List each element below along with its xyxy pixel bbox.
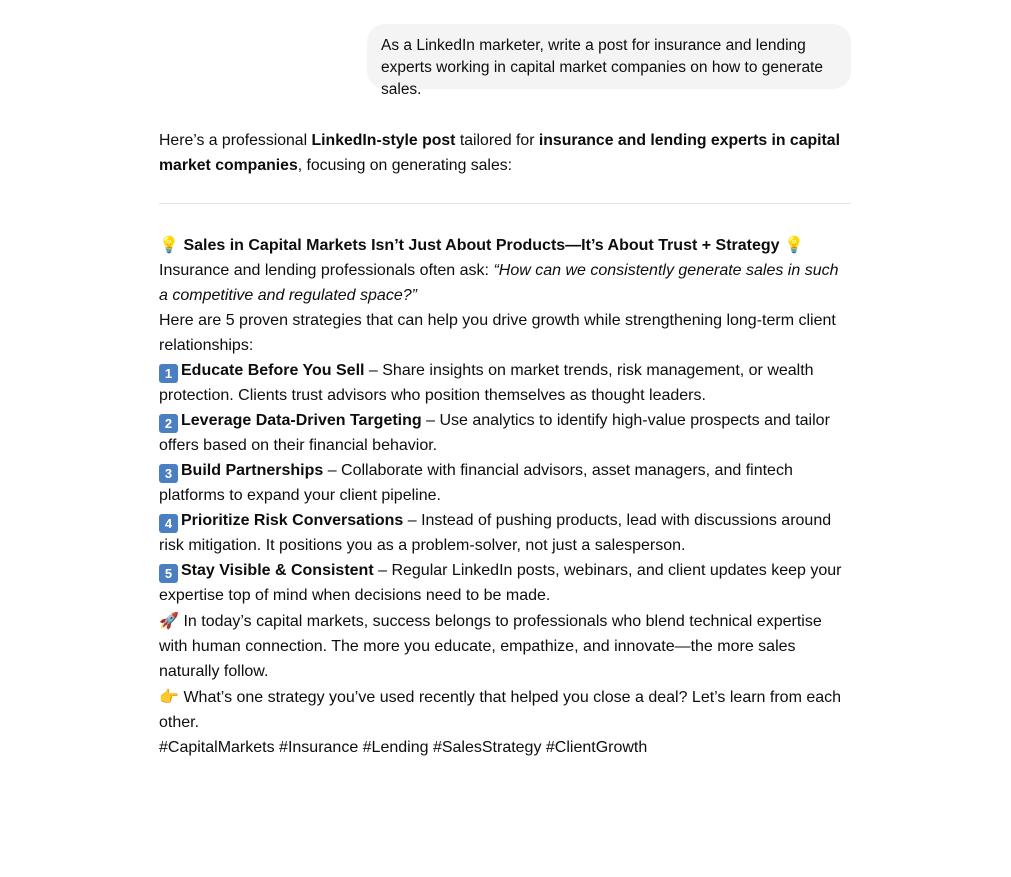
- strategy-title: Leverage Data-Driven Targeting: [181, 412, 422, 429]
- intro-bold-1: LinkedIn-style post: [311, 132, 456, 149]
- pointing-hand-icon: 👉: [159, 687, 179, 706]
- closing-paragraph: [159, 608, 851, 684]
- closing-text: In today’s capital markets, success belongs to professionals who blend technical expertise with human connection. The more you educate, empathize, and innovate—the more sales naturally follow.: [159, 613, 822, 680]
- cta-paragraph: [159, 684, 851, 735]
- strategy-text: – Share insights on market trends, risk management, or wealth protection. Clients trust advisors who position themselves as thought leaders.: [159, 362, 814, 404]
- cta-text: What’s one strategy you’ve used recently that helped you close a deal? Let’s learn from each other.: [159, 689, 842, 731]
- strategy-text: – Instead of pushing products, lead with discussions around risk mitigation. It positions you as a problem-solver, not just a salesperson.: [159, 512, 832, 554]
- strategy-item: [159, 358, 851, 408]
- strategy-title: Build Partnerships: [181, 462, 324, 479]
- lightbulb-icon: 💡: [159, 235, 179, 254]
- strategy-item: [159, 508, 851, 558]
- intro-bold-2: insurance and lending experts in capital market companies: [159, 132, 840, 174]
- intro-text-3: , focusing on generating sales:: [297, 157, 513, 174]
- question-quote: “How can we consistently generate sales in such a competitive and regulated space?”: [159, 262, 839, 304]
- question-lead: Insurance and lending professionals often ask:: [159, 262, 494, 279]
- reply-intro: [159, 128, 851, 178]
- strategy-item: [159, 458, 851, 508]
- rocket-icon: 🚀: [159, 611, 179, 630]
- question-paragraph: [159, 258, 851, 308]
- hashtags: #CapitalMarkets #Insurance #Lending #SalesStrategy #ClientGrowth: [159, 739, 648, 756]
- strategy-title: Educate Before You Sell: [181, 362, 365, 379]
- assistant-reply: [159, 128, 851, 760]
- intro-text-2: tailored for: [455, 132, 539, 149]
- strategy-text: – Regular LinkedIn posts, webinars, and client updates keep your expertise top of mind when decisions need to be made.: [159, 562, 842, 604]
- user-message-bubble: [367, 24, 851, 98]
- post-headline: [159, 232, 851, 258]
- lightbulb-icon: 💡: [784, 235, 804, 254]
- keycap-number-icon: 1: [159, 364, 178, 383]
- strategies-intro: Here are 5 proven strategies that can help you drive growth while strengthening long-term client relationships:: [159, 312, 836, 354]
- strategy-text: – Collaborate with financial advisors, asset managers, and fintech platforms to expand your client pipeline.: [159, 462, 793, 504]
- user-message-text: As a LinkedIn marketer, write a post for insurance and lending experts working in capital market companies on how to generate sales.: [381, 37, 823, 98]
- keycap-number-icon: 3: [159, 464, 178, 483]
- strategy-item: [159, 408, 851, 458]
- keycap-number-icon: 2: [159, 414, 178, 433]
- intro-text-1: Here’s a professional: [159, 132, 312, 149]
- keycap-number-icon: 4: [159, 514, 178, 533]
- keycap-number-icon: 5: [159, 564, 178, 583]
- divider: [159, 203, 851, 204]
- strategy-text: – Use analytics to identify high-value prospects and tailor offers based on their financial behavior.: [159, 412, 830, 454]
- strategy-title: Stay Visible & Consistent: [181, 562, 374, 579]
- headline-text: Sales in Capital Markets Isn’t Just About Products—It’s About Trust + Strategy: [183, 237, 780, 254]
- strategy-item: [159, 558, 851, 608]
- strategy-title: Prioritize Risk Conversations: [181, 512, 404, 529]
